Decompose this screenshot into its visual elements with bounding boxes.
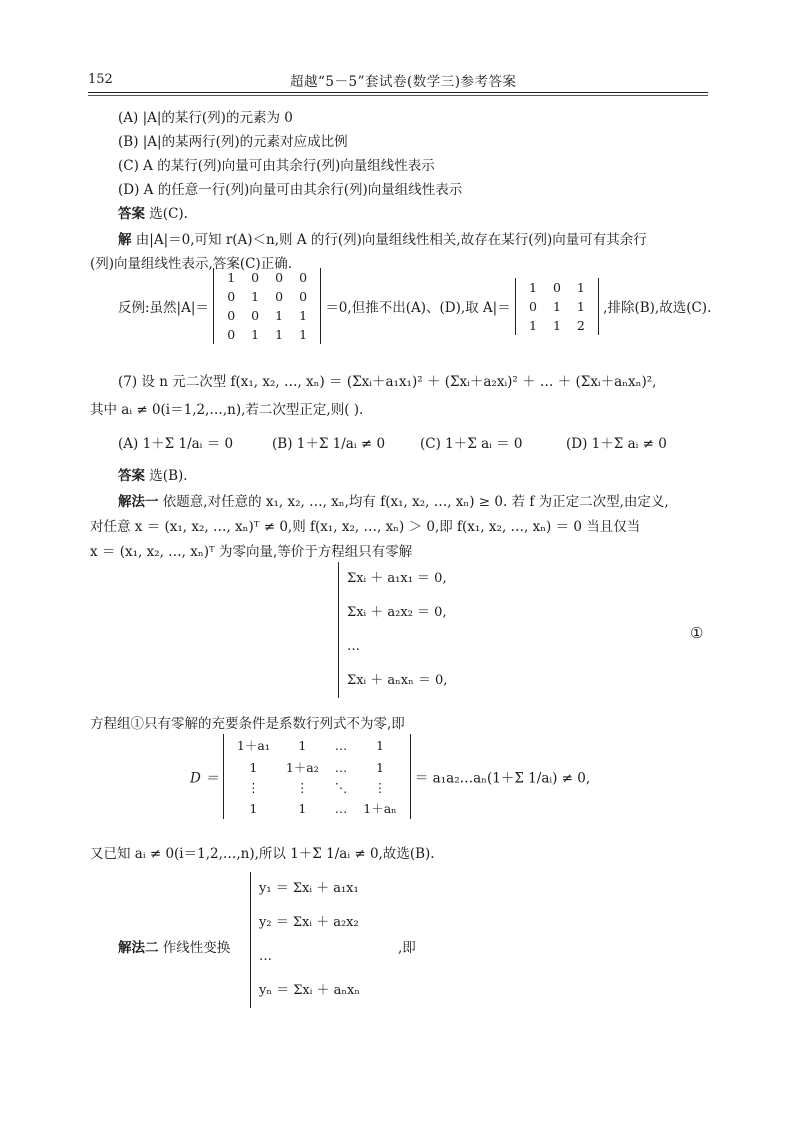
- q6-option-c: (C) A 的某行(列)向量可由其余行(列)向量组线性表示: [118, 158, 435, 174]
- determinant-d: [223, 734, 411, 819]
- matrix-entry: 1＋a₁: [236, 738, 270, 753]
- det-d-label: D ＝: [190, 770, 219, 787]
- matrix-entry: 0: [251, 308, 260, 323]
- matrix-entry: 1: [552, 317, 561, 333]
- q7-method1-line3: x ＝ (x₁, x₂, …, xₙ)ᵀ 为零向量,等价于方程组只有零解: [90, 544, 413, 560]
- matrix-entry: 1: [552, 298, 561, 314]
- q6-option-a: (A) |A|的某行(列)的元素为 0: [118, 110, 293, 126]
- matrix-entry: 1: [249, 759, 258, 775]
- determinant-d-row: [190, 734, 590, 819]
- system-equation: Σxᵢ ＋ a₁x₁ ＝ 0,: [347, 571, 447, 586]
- answer-text: 选(C).: [149, 206, 188, 222]
- q6-answer: [118, 202, 188, 222]
- matrix-entry: 2: [576, 317, 585, 333]
- matrix-entry: 1: [375, 759, 384, 775]
- q6-counter-example: [118, 268, 711, 344]
- solution-label: 解: [118, 232, 132, 248]
- matrix-entry: 0: [299, 289, 308, 304]
- equation-system-1: [338, 562, 447, 698]
- matrix-entry: 1: [576, 298, 585, 314]
- det-d-result: ＝ a₁a₂…aₙ(1＋Σ 1/aᵢ) ≠ 0,: [414, 770, 591, 787]
- matrix-entry: …: [334, 759, 348, 775]
- transform-equation: y₁ ＝ Σxᵢ ＋ a₁x₁: [259, 881, 359, 896]
- q6-option-b: (B) |A|的某两行(列)的元素对应成比例: [118, 134, 348, 150]
- q7-method2: [118, 936, 230, 956]
- matrix-entry: ⋮: [296, 780, 309, 795]
- matrix-entry: 1: [251, 327, 260, 342]
- matrix-entry: 0: [251, 270, 260, 285]
- system-equation: Σxᵢ ＋ aₙxₙ ＝ 0,: [347, 673, 448, 688]
- matrix-entry: 0: [552, 279, 561, 295]
- matrix-entry: 0: [299, 270, 308, 285]
- header-rule: [88, 92, 708, 93]
- method1-label: 解法一: [118, 494, 159, 510]
- counter-suffix: ,排除(B),故选(C).: [603, 300, 712, 316]
- matrix-entry: 1＋a₂: [285, 760, 319, 775]
- method2-text: 作线性变换: [162, 940, 231, 956]
- q6-solution-line2: (列)向量组线性表示,答案(C)正确.: [90, 256, 292, 272]
- q7-stem-line2: 其中 aᵢ ≠ 0(i＝1,2,…,n),若二次型正定,则( ).: [90, 402, 364, 418]
- equation-tag: ①: [690, 624, 704, 642]
- matrix-entry: 1＋aₙ: [363, 801, 397, 816]
- system-equation: …: [347, 639, 360, 654]
- matrix-entry: ⋮: [373, 780, 387, 795]
- matrix-entry: 1: [299, 308, 308, 323]
- q7-stem-line1: (7) 设 n 元二次型 f(x₁, x₂, …, xₙ) ＝ (Σxᵢ＋a₁x₁)² ＋ (Σxᵢ＋a₂xᵢ)² ＋ … ＋ (Σxᵢ＋aₙxₙ)²,: [118, 374, 657, 390]
- method1-text: 依题意,对任意的 x₁, x₂, …, xₙ,均有 f(x₁, x₂, …, xₙ) ≥ 0. 若 f 为正定二次型,由定义,: [162, 494, 669, 510]
- q6-solution-line1: [118, 228, 647, 248]
- matrix-entry: 1: [299, 327, 308, 342]
- determinant-3x3: [515, 278, 599, 335]
- counter-mid: ＝0,但推不出(A)、(D),取 A|＝: [325, 300, 511, 316]
- q7-option-d: (D) 1＋Σ aᵢ ≠ 0: [566, 436, 667, 452]
- matrix-entry: 0: [227, 327, 236, 342]
- method2-tail: ,即: [398, 940, 416, 956]
- header-rule-thin: [88, 95, 708, 96]
- matrix-entry: 1: [249, 800, 258, 816]
- counter-prefix: 反例:虽然|A|＝: [118, 300, 209, 316]
- matrix-entry: …: [334, 737, 348, 753]
- running-title: 超越“5－5”套试卷(数学三)参考答案: [290, 74, 517, 90]
- answer-label: 答案: [118, 206, 145, 222]
- q7-method1-line2: 对任意 x ＝ (x₁, x₂, …, xₙ)ᵀ ≠ 0,则 f(x₁, x₂, …, xₙ) ＞ 0,即 f(x₁, x₂, …, xₙ) ＝ 0 当且仅当: [90, 519, 641, 535]
- matrix-entry: …: [334, 800, 348, 816]
- q6-option-d: (D) A 的任意一行(列)向量可由其余行(列)向量组线性表示: [118, 182, 463, 198]
- solution-text: 由|A|＝0,可知 r(A)＜n,则 A 的行(列)向量组线性相关,故存在某行(列)向量可有其余行: [135, 232, 647, 248]
- determinant-4x4: [213, 268, 321, 344]
- matrix-entry: 1: [298, 737, 307, 753]
- matrix-entry: ⋱: [334, 780, 348, 795]
- matrix-entry: 0: [227, 308, 236, 323]
- method2-label: 解法二: [118, 940, 159, 956]
- matrix-entry: 1: [529, 317, 537, 333]
- answer-text: 选(B).: [149, 468, 188, 484]
- matrix-entry: 1: [298, 800, 307, 816]
- matrix-entry: 0: [227, 289, 236, 304]
- q7-option-c: (C) 1＋Σ aᵢ ＝ 0: [420, 436, 523, 452]
- matrix-entry: ⋮: [247, 780, 260, 795]
- matrix-entry: 1: [576, 279, 585, 295]
- q7-answer: [118, 464, 188, 484]
- matrix-entry: 1: [275, 327, 284, 342]
- transform-equation: yₙ ＝ Σxᵢ ＋ aₙxₙ: [259, 983, 360, 998]
- matrix-entry: 1: [529, 279, 537, 295]
- page-number: 152: [88, 72, 113, 87]
- matrix-entry: 0: [275, 289, 284, 304]
- matrix-entry: 1: [375, 737, 384, 753]
- linear-transform-system: [250, 872, 360, 1008]
- q7-option-b: (B) 1＋Σ 1/aᵢ ≠ 0: [272, 436, 386, 452]
- transform-equation: …: [259, 949, 272, 964]
- q7-known-line: 又已知 aᵢ ≠ 0(i＝1,2,…,n),所以 1＋Σ 1/aᵢ ≠ 0,故选(B).: [90, 846, 435, 862]
- matrix-entry: 1: [227, 270, 236, 285]
- transform-equation: y₂ ＝ Σxᵢ ＋ a₂x₂: [259, 915, 359, 930]
- matrix-entry: 0: [529, 298, 537, 314]
- answer-label: 答案: [118, 468, 145, 484]
- q7-method1-line1: [118, 490, 669, 510]
- q7-condition-line: 方程组①只有零解的充要条件是系数行列式不为零,即: [90, 716, 405, 732]
- matrix-entry: 0: [275, 270, 284, 285]
- matrix-entry: 1: [251, 289, 260, 304]
- q7-option-a: (A) 1＋Σ 1/aᵢ ＝ 0: [118, 436, 234, 452]
- system-equation: Σxᵢ ＋ a₂x₂ ＝ 0,: [347, 605, 447, 620]
- matrix-entry: 1: [275, 308, 284, 323]
